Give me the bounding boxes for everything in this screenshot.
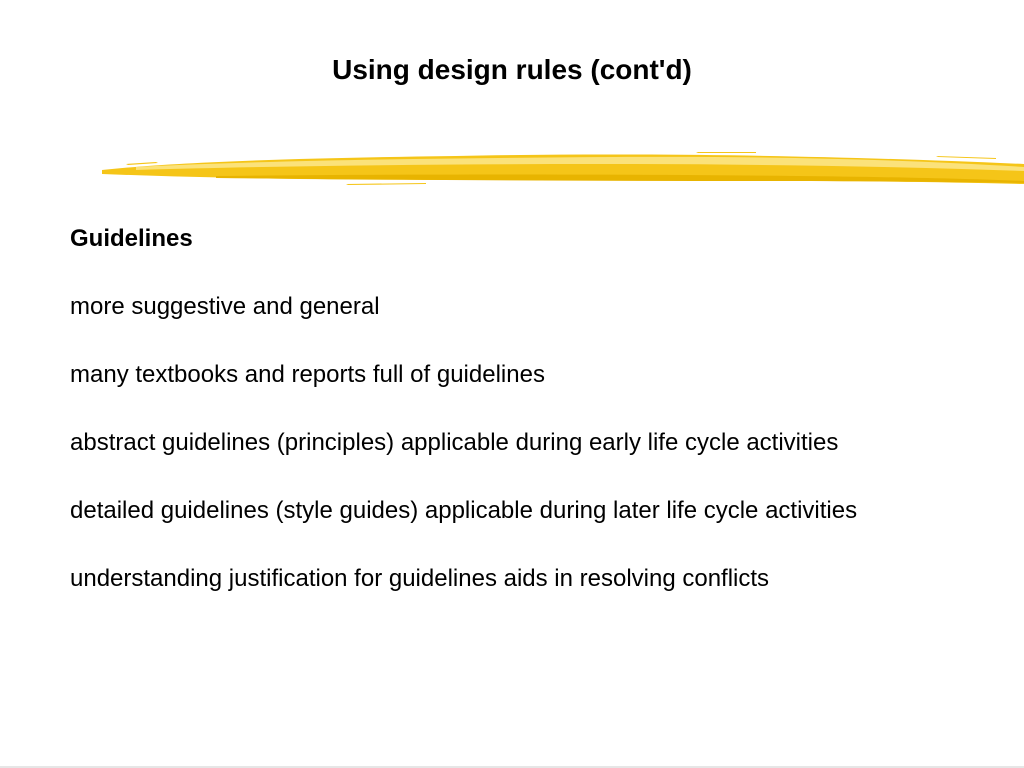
body-line: many textbooks and reports full of guidelines xyxy=(70,361,545,388)
slide-body xyxy=(70,222,950,630)
body-line: detailed guidelines (style guides) applicable during later life cycle activities xyxy=(70,497,858,524)
slide-title: Using design rules (cont'd) xyxy=(332,54,692,85)
brush-stroke-decoration xyxy=(96,140,1024,196)
body-line: more suggestive and general xyxy=(70,293,380,320)
body-line: abstract guidelines (principles) applicable during early life cycle activities xyxy=(70,429,839,456)
section-heading: Guidelines xyxy=(70,225,193,252)
body-line: understanding justification for guidelines aids in resolving conflicts xyxy=(70,565,770,592)
